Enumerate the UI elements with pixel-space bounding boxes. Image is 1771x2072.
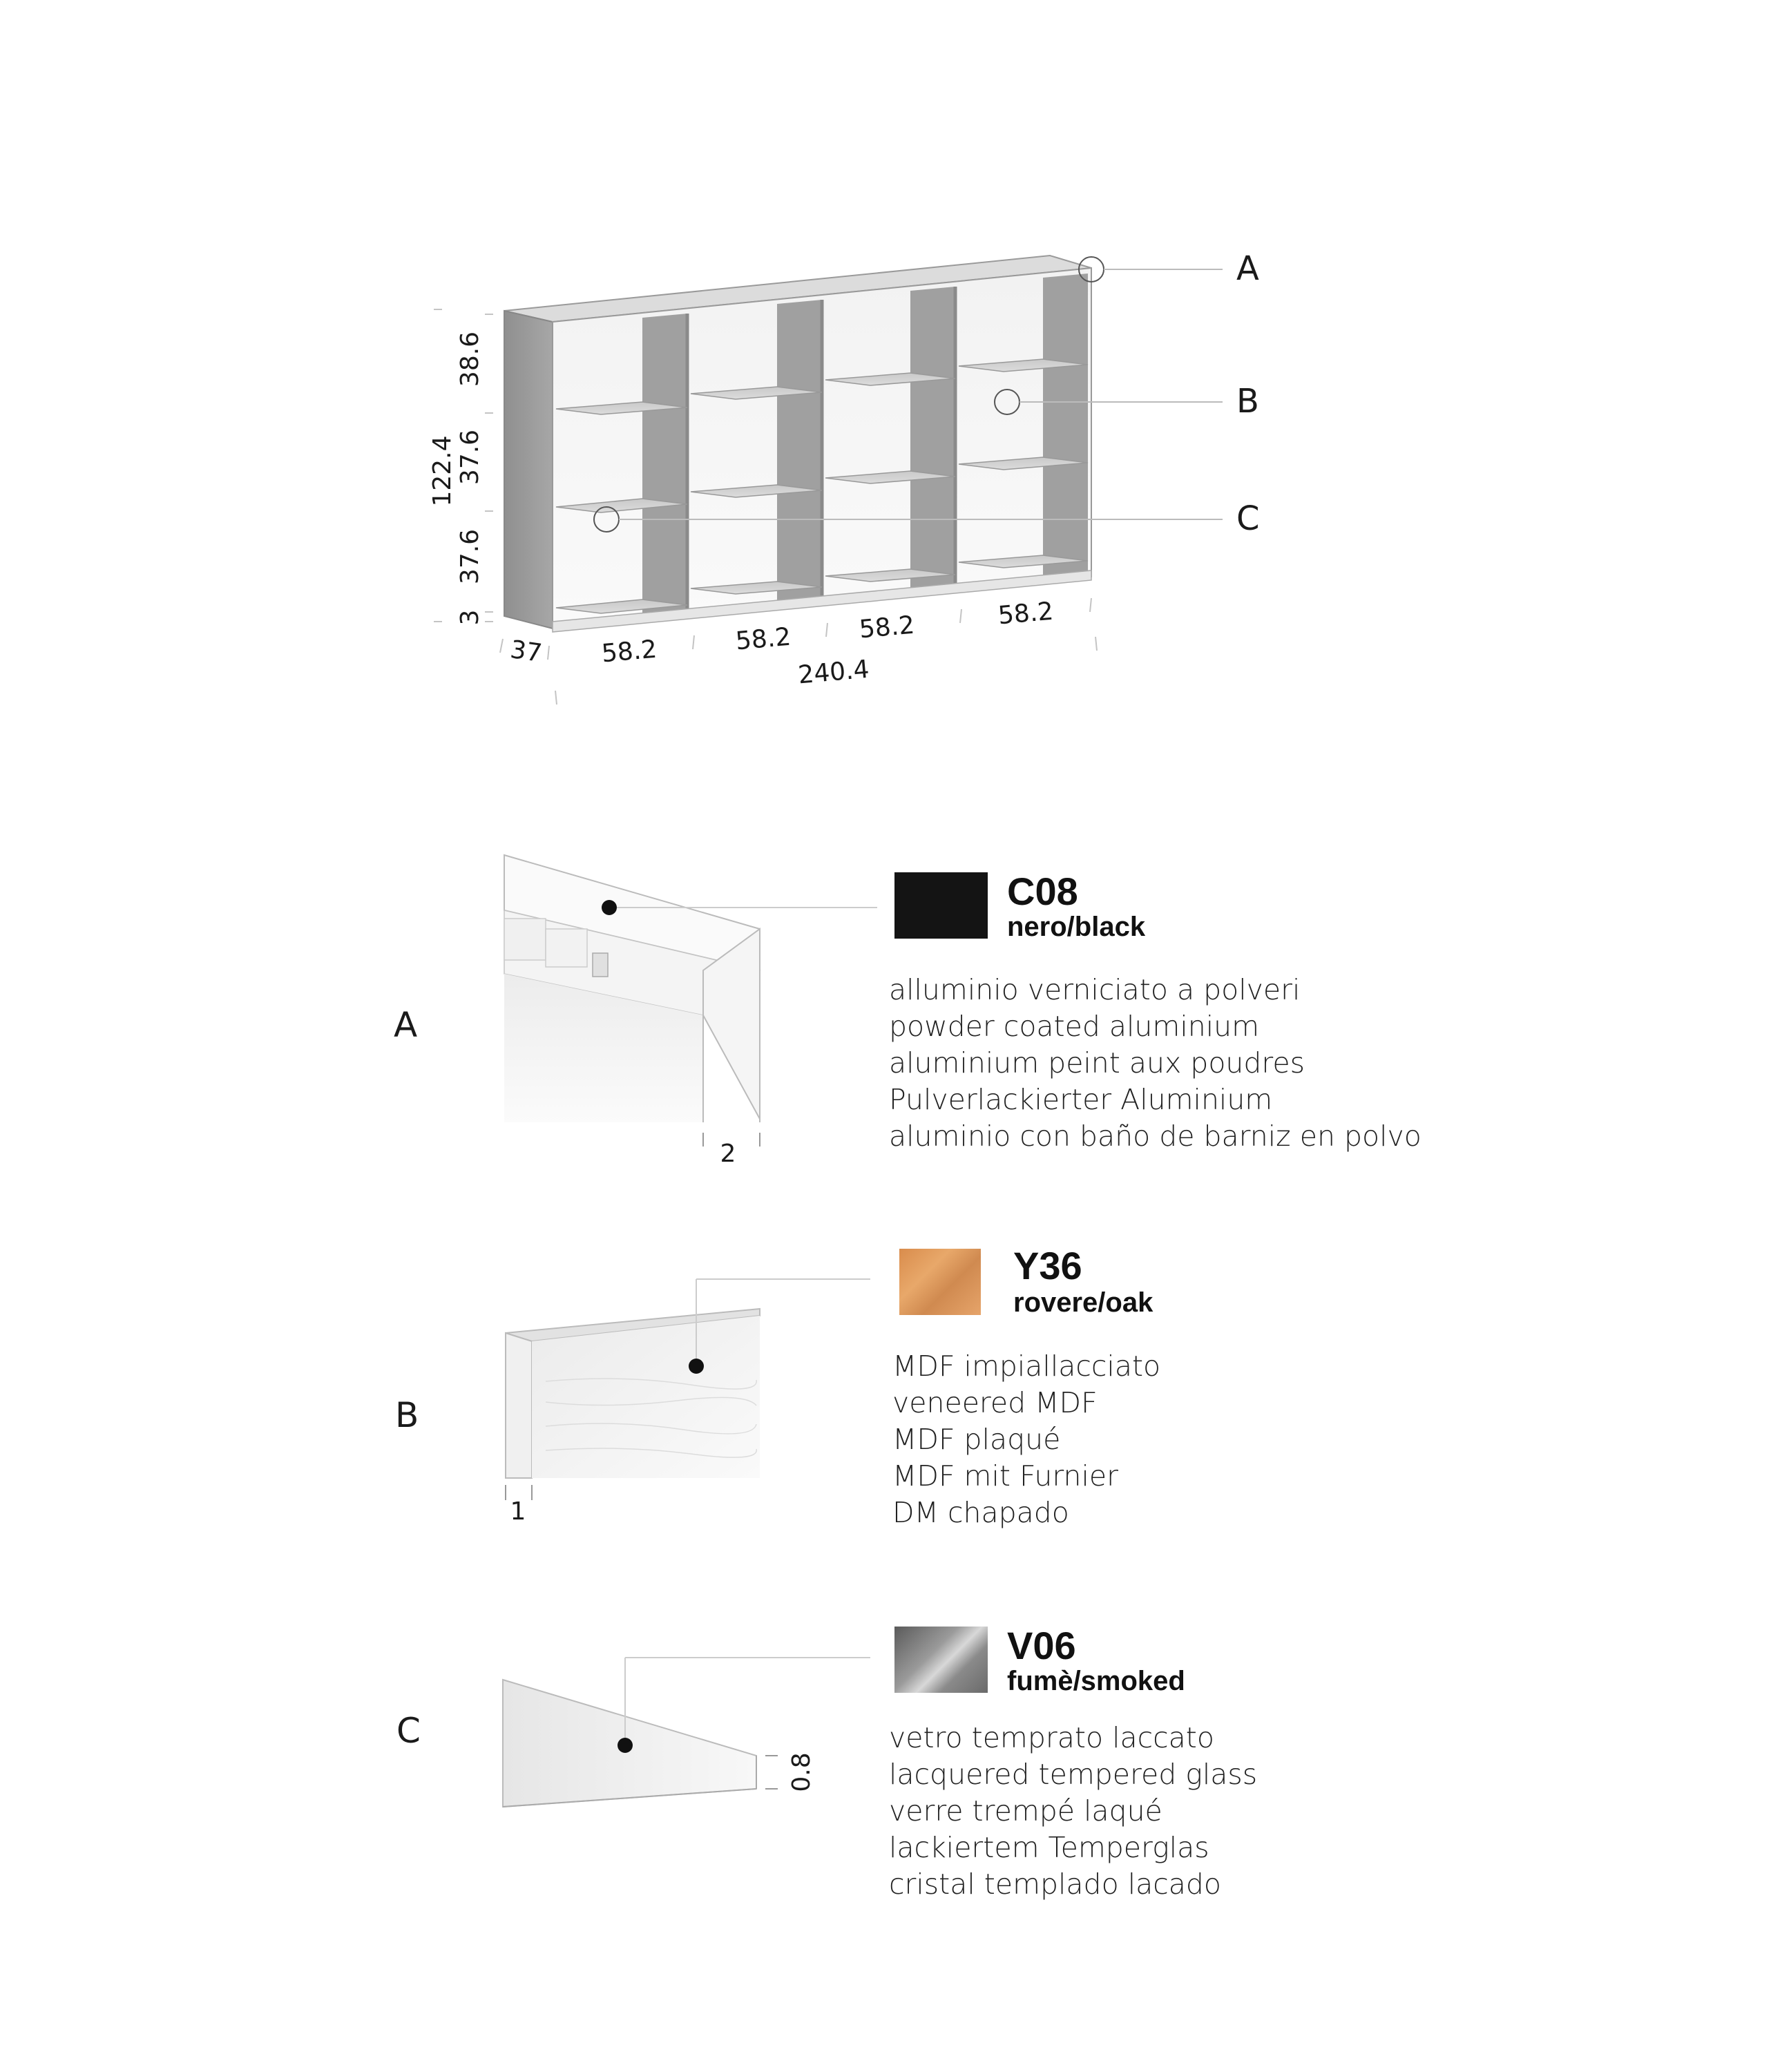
detail-a-dimension: 2: [720, 1140, 736, 1168]
dim-row-height-2: 37.6: [456, 429, 484, 486]
dim-plinth-height: 3: [456, 609, 484, 626]
finish-name-y36: rovere/oak: [1013, 1287, 1153, 1318]
dim-column-width-4: 58.2: [997, 597, 1055, 631]
desc-b-line-fr: MDF plaqué: [892, 1423, 1061, 1456]
desc-c-line-fr: verre trempé laqué: [889, 1794, 1162, 1828]
callout-label-b: B: [1236, 382, 1259, 421]
desc-b-line-it: MDF impiallacciato: [892, 1350, 1161, 1383]
detail-label-a: A: [394, 1005, 418, 1045]
desc-c-line-es: cristal templado lacado: [889, 1868, 1221, 1901]
detail-label-b: B: [395, 1395, 419, 1435]
detail-c-dimension: 0.8: [787, 1752, 816, 1792]
detail-label-c: C: [396, 1711, 421, 1751]
dim-height-total: 122.4: [428, 435, 457, 507]
dim-column-width-1: 58.2: [600, 635, 658, 669]
desc-a-line-it: alluminio verniciato a polveri: [889, 973, 1301, 1006]
detail-b-dimension: 1: [510, 1497, 526, 1526]
callout-label-a: A: [1236, 249, 1259, 288]
finish-name-c08: nero/black: [1007, 912, 1146, 942]
desc-a-line-en: powder coated aluminium: [889, 1010, 1260, 1043]
desc-a-line-fr: aluminium peint aux poudres: [889, 1046, 1305, 1080]
desc-c-line-en: lacquered tempered glass: [889, 1758, 1258, 1791]
desc-b-line-es: DM chapado: [892, 1496, 1069, 1529]
desc-b-line-en: veneered MDF: [892, 1386, 1098, 1419]
desc-c-line-it: vetro temprato laccato: [889, 1721, 1214, 1754]
dim-row-height-1: 38.6: [456, 331, 484, 387]
dim-depth: 37: [508, 635, 544, 669]
material-description-c: [889, 1720, 1257, 1903]
desc-a-line-es: aluminio con baño de barniz en polvo: [889, 1120, 1421, 1153]
finish-code-c08: C08: [1007, 870, 1078, 913]
callout-label-c: C: [1236, 499, 1260, 538]
desc-a-line-de: Pulverlackierter Aluminium: [889, 1083, 1273, 1116]
dim-row-height-3: 37.6: [456, 528, 484, 585]
desc-c-line-de: lackiertem Temperglas: [889, 1831, 1209, 1864]
finish-code-v06: V06: [1007, 1624, 1076, 1667]
dim-width-total: 240.4: [796, 655, 871, 690]
desc-b-line-de: MDF mit Furnier: [892, 1459, 1118, 1493]
dim-column-width-2: 58.2: [734, 622, 792, 656]
swatch-v06-smoked: [894, 1627, 988, 1693]
finish-code-y36: Y36: [1013, 1244, 1082, 1287]
finish-name-v06: fumè/smoked: [1007, 1666, 1185, 1696]
dim-column-width-3: 58.2: [858, 611, 916, 644]
